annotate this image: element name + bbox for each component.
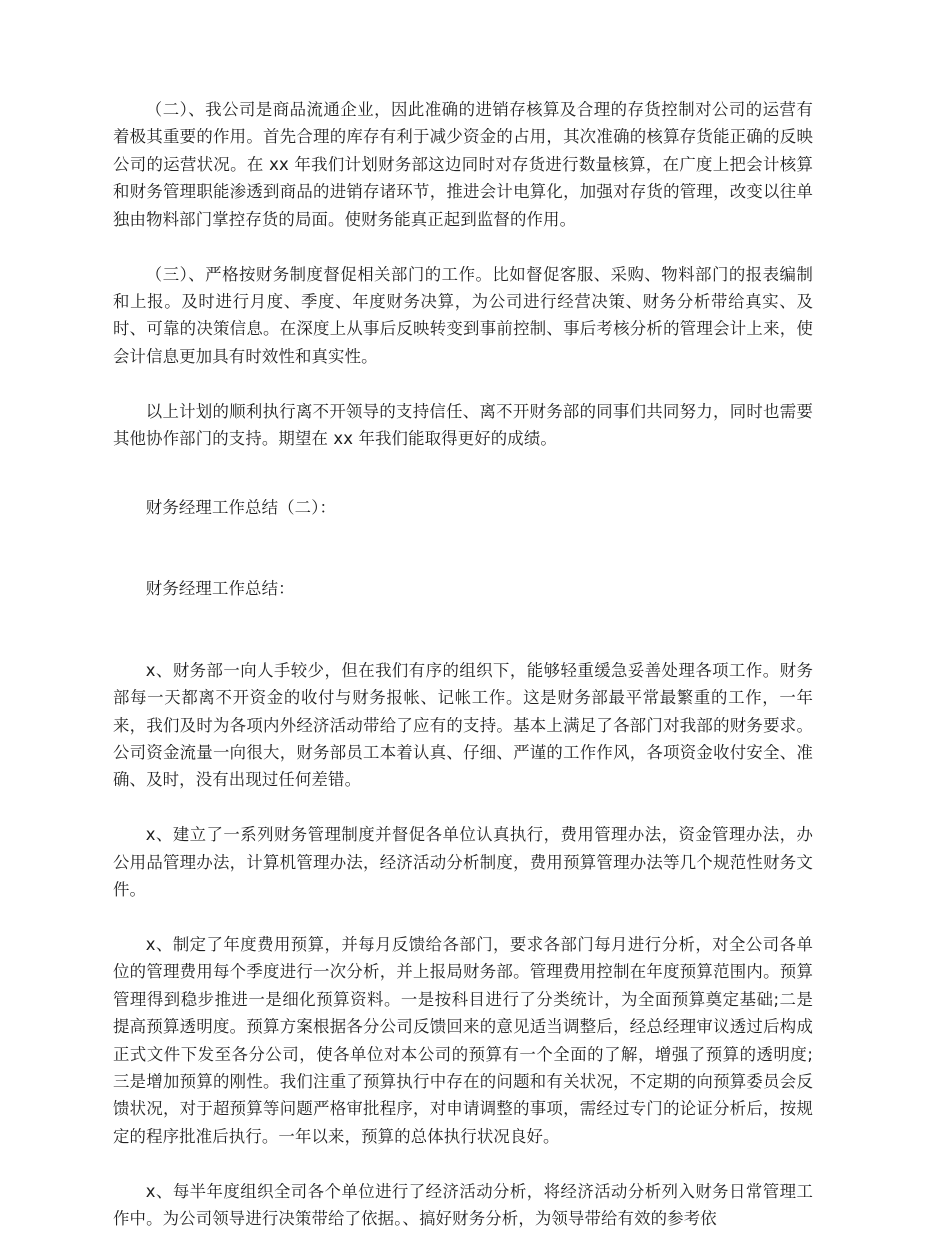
block-spacer xyxy=(113,549,813,575)
paragraph-section-three: （三）、严格按财务制度督促相关部门的工作。比如督促客服、采购、物料部门的报表编制和上报。及时进行月度、季度、年度财务决算，为公司进行经营决策、财务分析带给真实、及时、可靠的决策信息。在深度上从事后反映转变到事前控制、事后考核分析的管理会计上来，使会计信息更加具有时效性和真实性。 xyxy=(113,264,813,366)
paragraph-item-regulations: x、建立了一系列财务管理制度并督促各单位认真执行，费用管理办法，资金管理办法，办公用品管理办法，计算机管理办法，经济活动分析制度，费用预算管理办法等几个规范性财务文件。 xyxy=(113,825,813,900)
paragraph-item-budget: x、制定了年度费用预算，并每月反馈给各部门，要求各部门每月进行分析，对全公司各单位的管理费用每个季度进行一次分析，并上报局财务部。管理费用控制在年度预算范围内。预算管理得到稳步推进一是细化预算资料。一是按科目进行了分类统计，为全面预算奠定基础;二是提高预算透明度。预算方案根据各分公司反馈回来的意见适当调整后，经总经理审议透过后构成正式文件下发至各分公司，使各单位对本公司的预算有一个全面的了解，增强了预算的透明度;三是增加预算的刚性。我们注重了预算执行中存在的问题和有关状况，不定期的向预算委员会反馈状况，对于超预算等问题严格审批程序，对申请调整的事项，需经过专门的论证分析后，按规定的程序批准后执行。一年以来，预算的总体执行状况良好。 xyxy=(113,935,813,1146)
heading-work-summary-part-two: 财务经理工作总结（二）： xyxy=(145,497,337,517)
heading-work-summary: 财务经理工作总结： xyxy=(145,579,295,599)
block-spacer xyxy=(113,480,813,494)
paragraph-closing-remarks: 以上计划的顺利执行离不开领导的支持信任、离不开财务部的同事们共同努力，同时也需要其他协作部门的支持。期望在 xx 年我们能取得更好的成绩。 xyxy=(113,401,813,449)
paragraph-item-staffing: x、财务部一向人手较少，但在我们有序的组织下，能够轻重缓急妥善处理各项工作。财务部每一天都离不开资金的收付与财务报帐、记帐工作。这是财务部最平常最繁重的工作，一年来，我们及时为各项内外经济活动带给了应有的支持。基本上满足了各部门对我部的财务要求。公司资金流量一向很大，财务部员工本着认真、仔细、严谨的工作作风，各项资金收付安全、准确、及时，没有出现过任何差错。 xyxy=(113,660,813,790)
paragraph-section-two: （二）、我公司是商品流通企业，因此准确的进销存核算及合理的存货控制对公司的运营有着极其重要的作用。首先合理的库存有利于减少资金的占用，其次准确的核算存货能正确的反映公司的运营状况。在 xx 年我们计划财务部这边同时对存货进行数量核算，在广度上把会计核算和财务管理职能渗透到商品的进销存诸环节，推进会计电算化，加强对存货的管理，改变以往单独由物料部门掌控存货的局面。使财务能真正起到监督的作用。 xyxy=(113,100,813,229)
document-body xyxy=(113,96,813,1260)
block-spacer xyxy=(113,631,813,657)
paragraph-item-economic-analysis: x、每半年度组织全司各个单位进行了经济活动分析，将经济活动分析列入财务日常管理工作中。为公司领导进行决策带给了依据。、搞好财务分析，为领导带给有效的参考依 xyxy=(113,1181,813,1229)
